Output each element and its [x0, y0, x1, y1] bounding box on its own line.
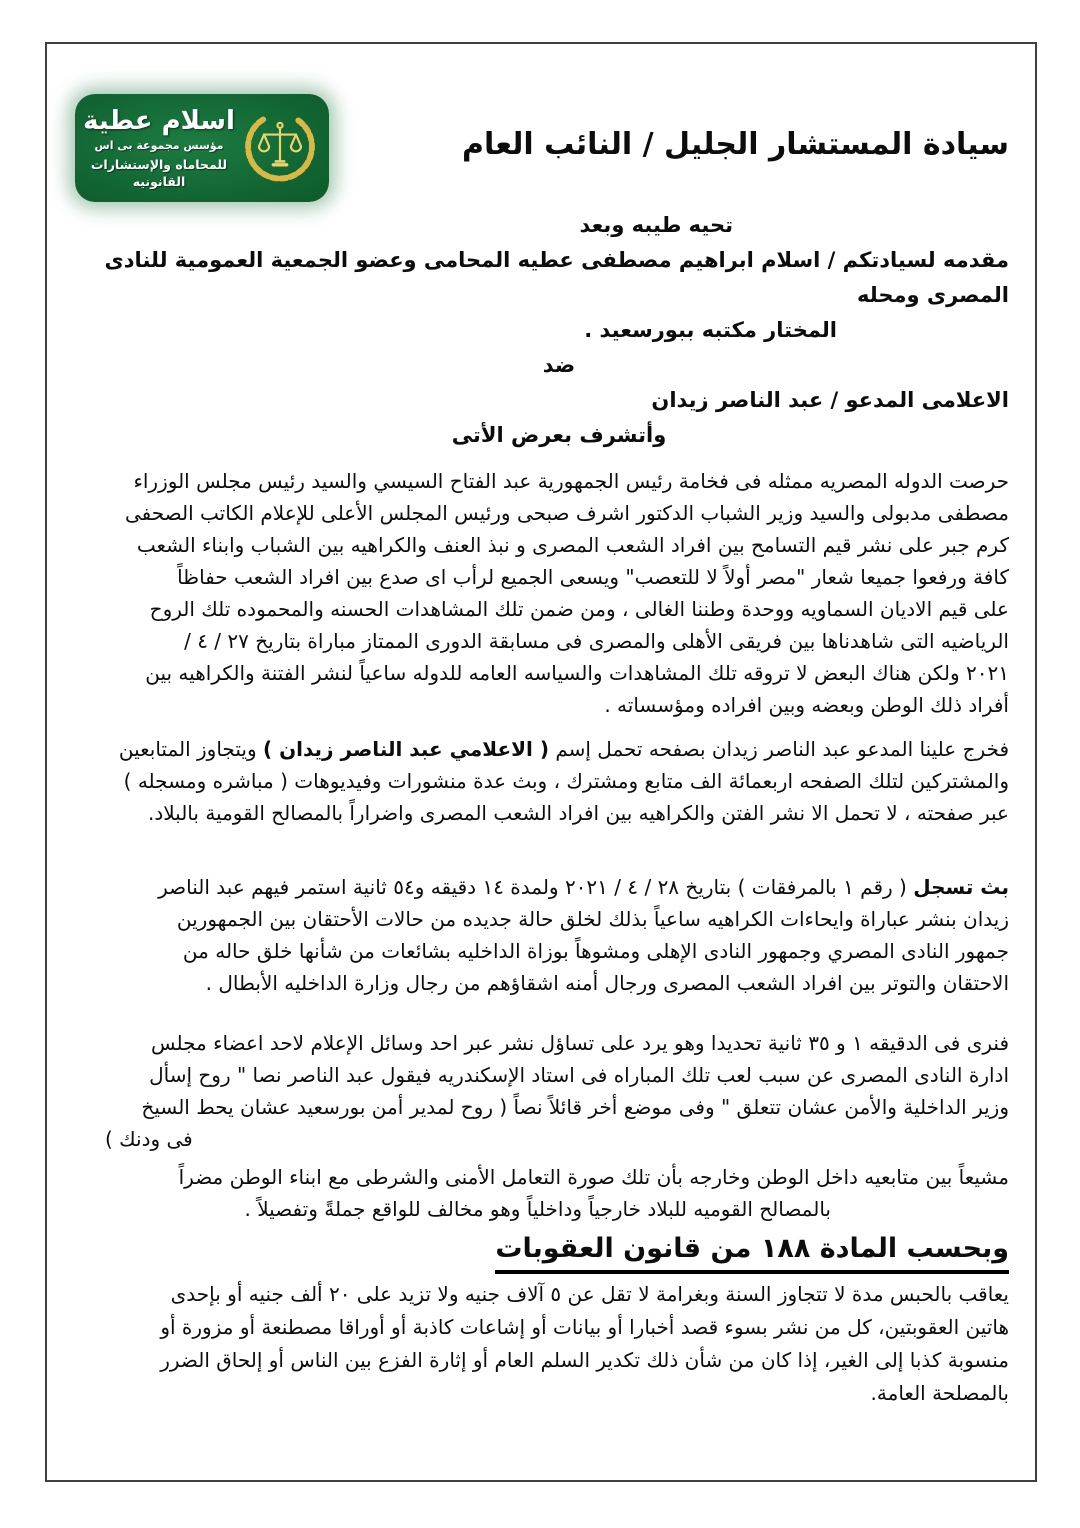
paragraph-broadcast: [73, 871, 1009, 999]
salutation-line: تحيه طيبه وبعد: [579, 213, 733, 237]
logo-text-block: [81, 106, 237, 190]
text-line: ادارة النادى المصرى عن سبب لعب تلك المباراه فى استاد الإسكندريه فيقول عبد الناصر نصا " روح إسأل: [149, 1063, 1009, 1087]
text-line: كرم جبر على نشر قيم التسامح بين افراد الشعب المصرى و نبذ العنف والكراهيه بين الشباب وابناء الشعب: [136, 533, 1009, 557]
broadcast-line1-rest: ( رقم ١ بالمرفقات ) بتاريخ ٢٨ / ٤ / ٢٠٢١ ولمدة ١٤ دقيقه و٥٤ ثانية استمر فيهم عبد الناصر: [158, 875, 914, 899]
text-line: جمهور النادى المصري وجمهور النادى الإهلى ومشوهاً بوزاة الداخليه بشائعات من شأنها خلق حاله من: [182, 939, 1009, 963]
law-article-heading: [73, 1229, 1009, 1274]
paragraph-state-efforts: [73, 465, 1009, 721]
scales-of-justice-laurel-icon: [237, 100, 323, 196]
text-line: على قيم الاديان السماويه ووحدة وطننا الغالى ، ومن ضمن تلك المشاهدات الحسنه والمحموده تلك الروح: [149, 597, 1009, 621]
addressee-title: سيادة المستشار الجليل / النائب العام: [461, 127, 1009, 162]
logo-tagline: للمحاماه والإستشارات القانونيه: [90, 157, 228, 189]
law-firm-logo: [75, 94, 329, 202]
text-line: بالمصالح القوميه للبلاد خارجياً وداخلياً وهو مخالف للواقع جملةً وتفصيلاً .: [244, 1197, 831, 1221]
text-line: فنرى فى الدقيقه ١ و ٣٥ ثانية تحديدا وهو يرد على تساؤل نشر عبر احد وسائل الإعلام لاحد اعضاء مجلس: [151, 1031, 1009, 1055]
text-line: يعاقب بالحبس مدة لا تتجاوز السنة وبغرامة لا تقل عن ٥ آلاف جنيه ولا تزيد على ٢٠ ألف جنيه أو بإحدى: [170, 1282, 1009, 1306]
text-line: الرياضيه التى شاهدناها بين فريقى الأهلى والمصرى فى مسابقة الدورى الممتاز مباراة بتاريخ ٢٧ / ٤ /: [184, 629, 1009, 653]
broadcast-lead-bold: بث تسجل: [913, 875, 1009, 899]
text-line: وزير الداخلية والأمن عشان تتعلق " وفى موضع أخر قائلاً نصاً ( روح لمدير أمن بورسعيد عشان يحط السيخ: [141, 1095, 1009, 1119]
law-article-heading-text: وبحسب المادة ١٨٨ من قانون العقوبات: [495, 1229, 1009, 1274]
page-paragraph-bold-name: ( الاعلامي عبد الناصر زيدان ): [262, 737, 549, 761]
paragraph-broadcast-rest: [73, 903, 1009, 999]
page-paragraph-post: ويتجاوز المتابعين: [118, 737, 263, 761]
text-line: عبر صفحته ، لا تحمل الا نشر الفتن والكراهيه بين افراد الشعب المصرى واضراراً بالمصالح القومية بالبلاد.: [147, 801, 1009, 825]
text-line: [73, 733, 1009, 765]
letter-content: [47, 44, 1035, 1480]
text-line: بالمصلحة العامة.: [870, 1381, 1009, 1405]
paragraph-law-text: [73, 1278, 1009, 1410]
text-line: منسوبة كذبا إلى الغير، إذا كان من شأن ذلك تكدير السلم العام أو إثارة الفزع بين الناس أو إلحاق الضرر: [160, 1348, 1009, 1372]
paragraph-spreading-harm: [73, 1161, 1009, 1225]
text-line: [73, 871, 1009, 903]
page-paragraph-pre: فخرج علينا المدعو عبد الناصر زيدان بصفحه تحمل إسم: [548, 737, 1009, 761]
paragraph-facebook-rest: [73, 765, 1009, 829]
text-line: المختار مكتبه ببورسعيد .: [584, 318, 837, 342]
respondent-line: الاعلامى المدعو / عبد الناصر زيدان: [651, 388, 1009, 412]
text-line: مصطفى مدبولى والسيد وزير الشباب الدكتور اشرف صبحى ورئيس المجلس الأعلى للإعلام الكاتب الصحفى: [124, 501, 1009, 525]
text-line: مشيعاً بين متابعيه داخل الوطن وخارجه بأن تلك صورة التعامل الأمنى والشرطى مع ابناء الوطن مضراً: [178, 1165, 1009, 1189]
text-line: زيدان بنشر عباراة وايحاءات الكراهيه ساعياً بذلك لخلق حالة جديده من حالات الأحتقان بين الجمهورين: [176, 907, 1009, 931]
text-line: حرصت الدوله المصريه ممثله فى فخامة رئيس الجمهورية عبد الفتاح السيسي والسيد رئيس مجلس الوزراء: [133, 469, 1009, 493]
logo-firm-name: اسلام عطية: [83, 106, 235, 136]
logo-founder-line: مؤسس مجموعة بى اس: [94, 139, 224, 152]
text-line: فى ودنك ): [105, 1127, 193, 1151]
text-line: هاتين العقوبتين، كل من نشر بسوء قصد أخبارا أو بيانات أو إشاعات كاذبة أو أوراقا مصطنعة أو مزورة أو: [160, 1315, 1009, 1339]
versus-line: ضد: [542, 353, 576, 377]
intro-line: وأتشرف بعرض الأتى: [451, 423, 667, 447]
paragraph-minute-quote: [73, 1027, 1009, 1155]
complainant-paragraph: [73, 243, 1009, 348]
text-line: والمشتركين لتلك الصفحه اربعمائة الف متابع ومشترك ، وبث عدة منشورات وفيديوهات ( مباشره ومسجله ): [123, 769, 1009, 793]
text-line: كافة ورفعوا جميعا شعار "مصر أولاً لا للتعصب" ويسعى الجميع لرأب اى صدع بين افراد الشعب حفاظاً: [177, 565, 1009, 589]
paragraph-facebook-page: [73, 733, 1009, 829]
document-border-frame: [45, 42, 1037, 1482]
text-line: مقدمه لسيادتكم / اسلام ابراهيم مصطفى عطيه المحامى وعضو الجمعية العمومية للنادى المصرى ومحله: [104, 248, 1009, 307]
text-line: الاحتقان والتوتر بين افراد الشعب المصرى ورجال أمنه اشقاؤهم من رجال وزارة الداخليه الأبطال .: [205, 971, 1009, 995]
text-line: ٢٠٢١ ولكن هناك البعض لا تروقه تلك المشاهدات والسياسه العامه للدوله ساعياً لنشر الفتنة والكراهيه بين: [145, 661, 1009, 685]
text-line: أفراد ذلك الوطن وبعضه وبين افراده ومؤسساته .: [604, 693, 1009, 717]
